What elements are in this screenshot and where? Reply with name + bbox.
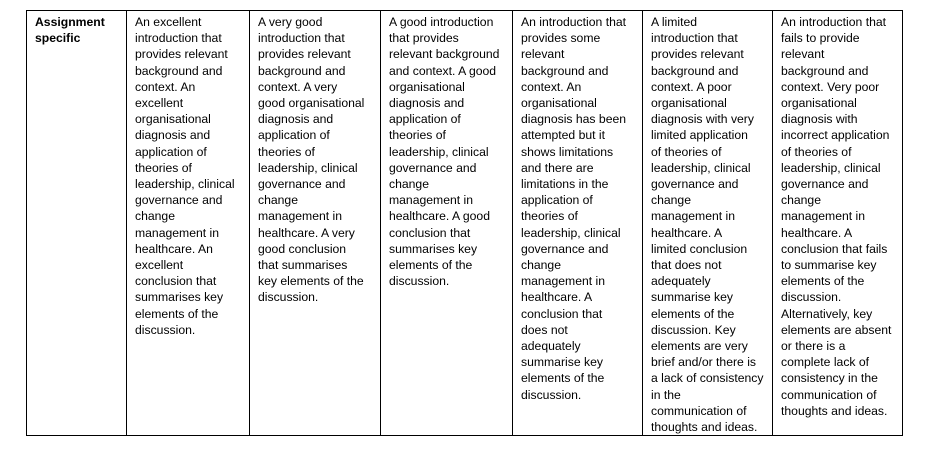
criteria-cell-good <box>381 11 513 436</box>
row-header-cell <box>27 11 127 436</box>
criteria-text: An introduction that provides some relevant background and context. An organisational diagnosis has been attempted but it shows limitations and there are limitations in the application of theories of leadership, clinical governance and change management in healthcare. A conclusion that does not adequately summarise key elements of the discussion. <box>521 15 627 402</box>
rubric-table <box>26 10 903 436</box>
criteria-cell-fail <box>773 11 903 436</box>
criteria-text: An introduction that fails to provide relevant background and context. Very poor organisational diagnosis with incorrect application of theories of leadership, clinical governance and change management in healthcare. A conclusion that fails to summarise key elements of the discussion. Alternatively, key elements are absent or there is a complete lack of consistency in the communication of thoughts and ideas. <box>781 15 892 418</box>
criteria-cell-satisfactory <box>513 11 643 436</box>
criteria-text: A very good introduction that provides relevant background and context. A very good organisational diagnosis and application of theories of leadership, clinical governance and change management in healthcare. A very good conclusion that summarises key elements of the discussion. <box>258 15 365 305</box>
criteria-cell-excellent <box>127 11 250 436</box>
criteria-cell-limited <box>643 11 773 436</box>
criteria-text: An excellent introduction that provides relevant background and context. An excellent organisational diagnosis and application of theories of leadership, clinical governance and change management in healthcare. An excellent conclusion that summarises key elements of the discussion. <box>135 15 235 337</box>
table-row-assignment-specific <box>27 11 903 436</box>
criteria-text: A good introduction that provides relevant background and context. A good organisational diagnosis and application of theories of leadership, clinical governance and change management in healthcare. A good conclusion that summarises key elements of the discussion. <box>389 15 500 289</box>
criteria-cell-very-good <box>250 11 381 436</box>
row-header-label: Assignment specific <box>35 15 105 46</box>
criteria-text: A limited introduction that provides relevant background and context. A poor organisational diagnosis with very limited application of theories of leadership, clinical governance and change management in healthcare. A limited conclusion that does not adequately summarise key elements of the discussion. Key elements are very brief and/or there is a lack of consistency in the communication of thoughts and ideas. <box>651 15 764 435</box>
